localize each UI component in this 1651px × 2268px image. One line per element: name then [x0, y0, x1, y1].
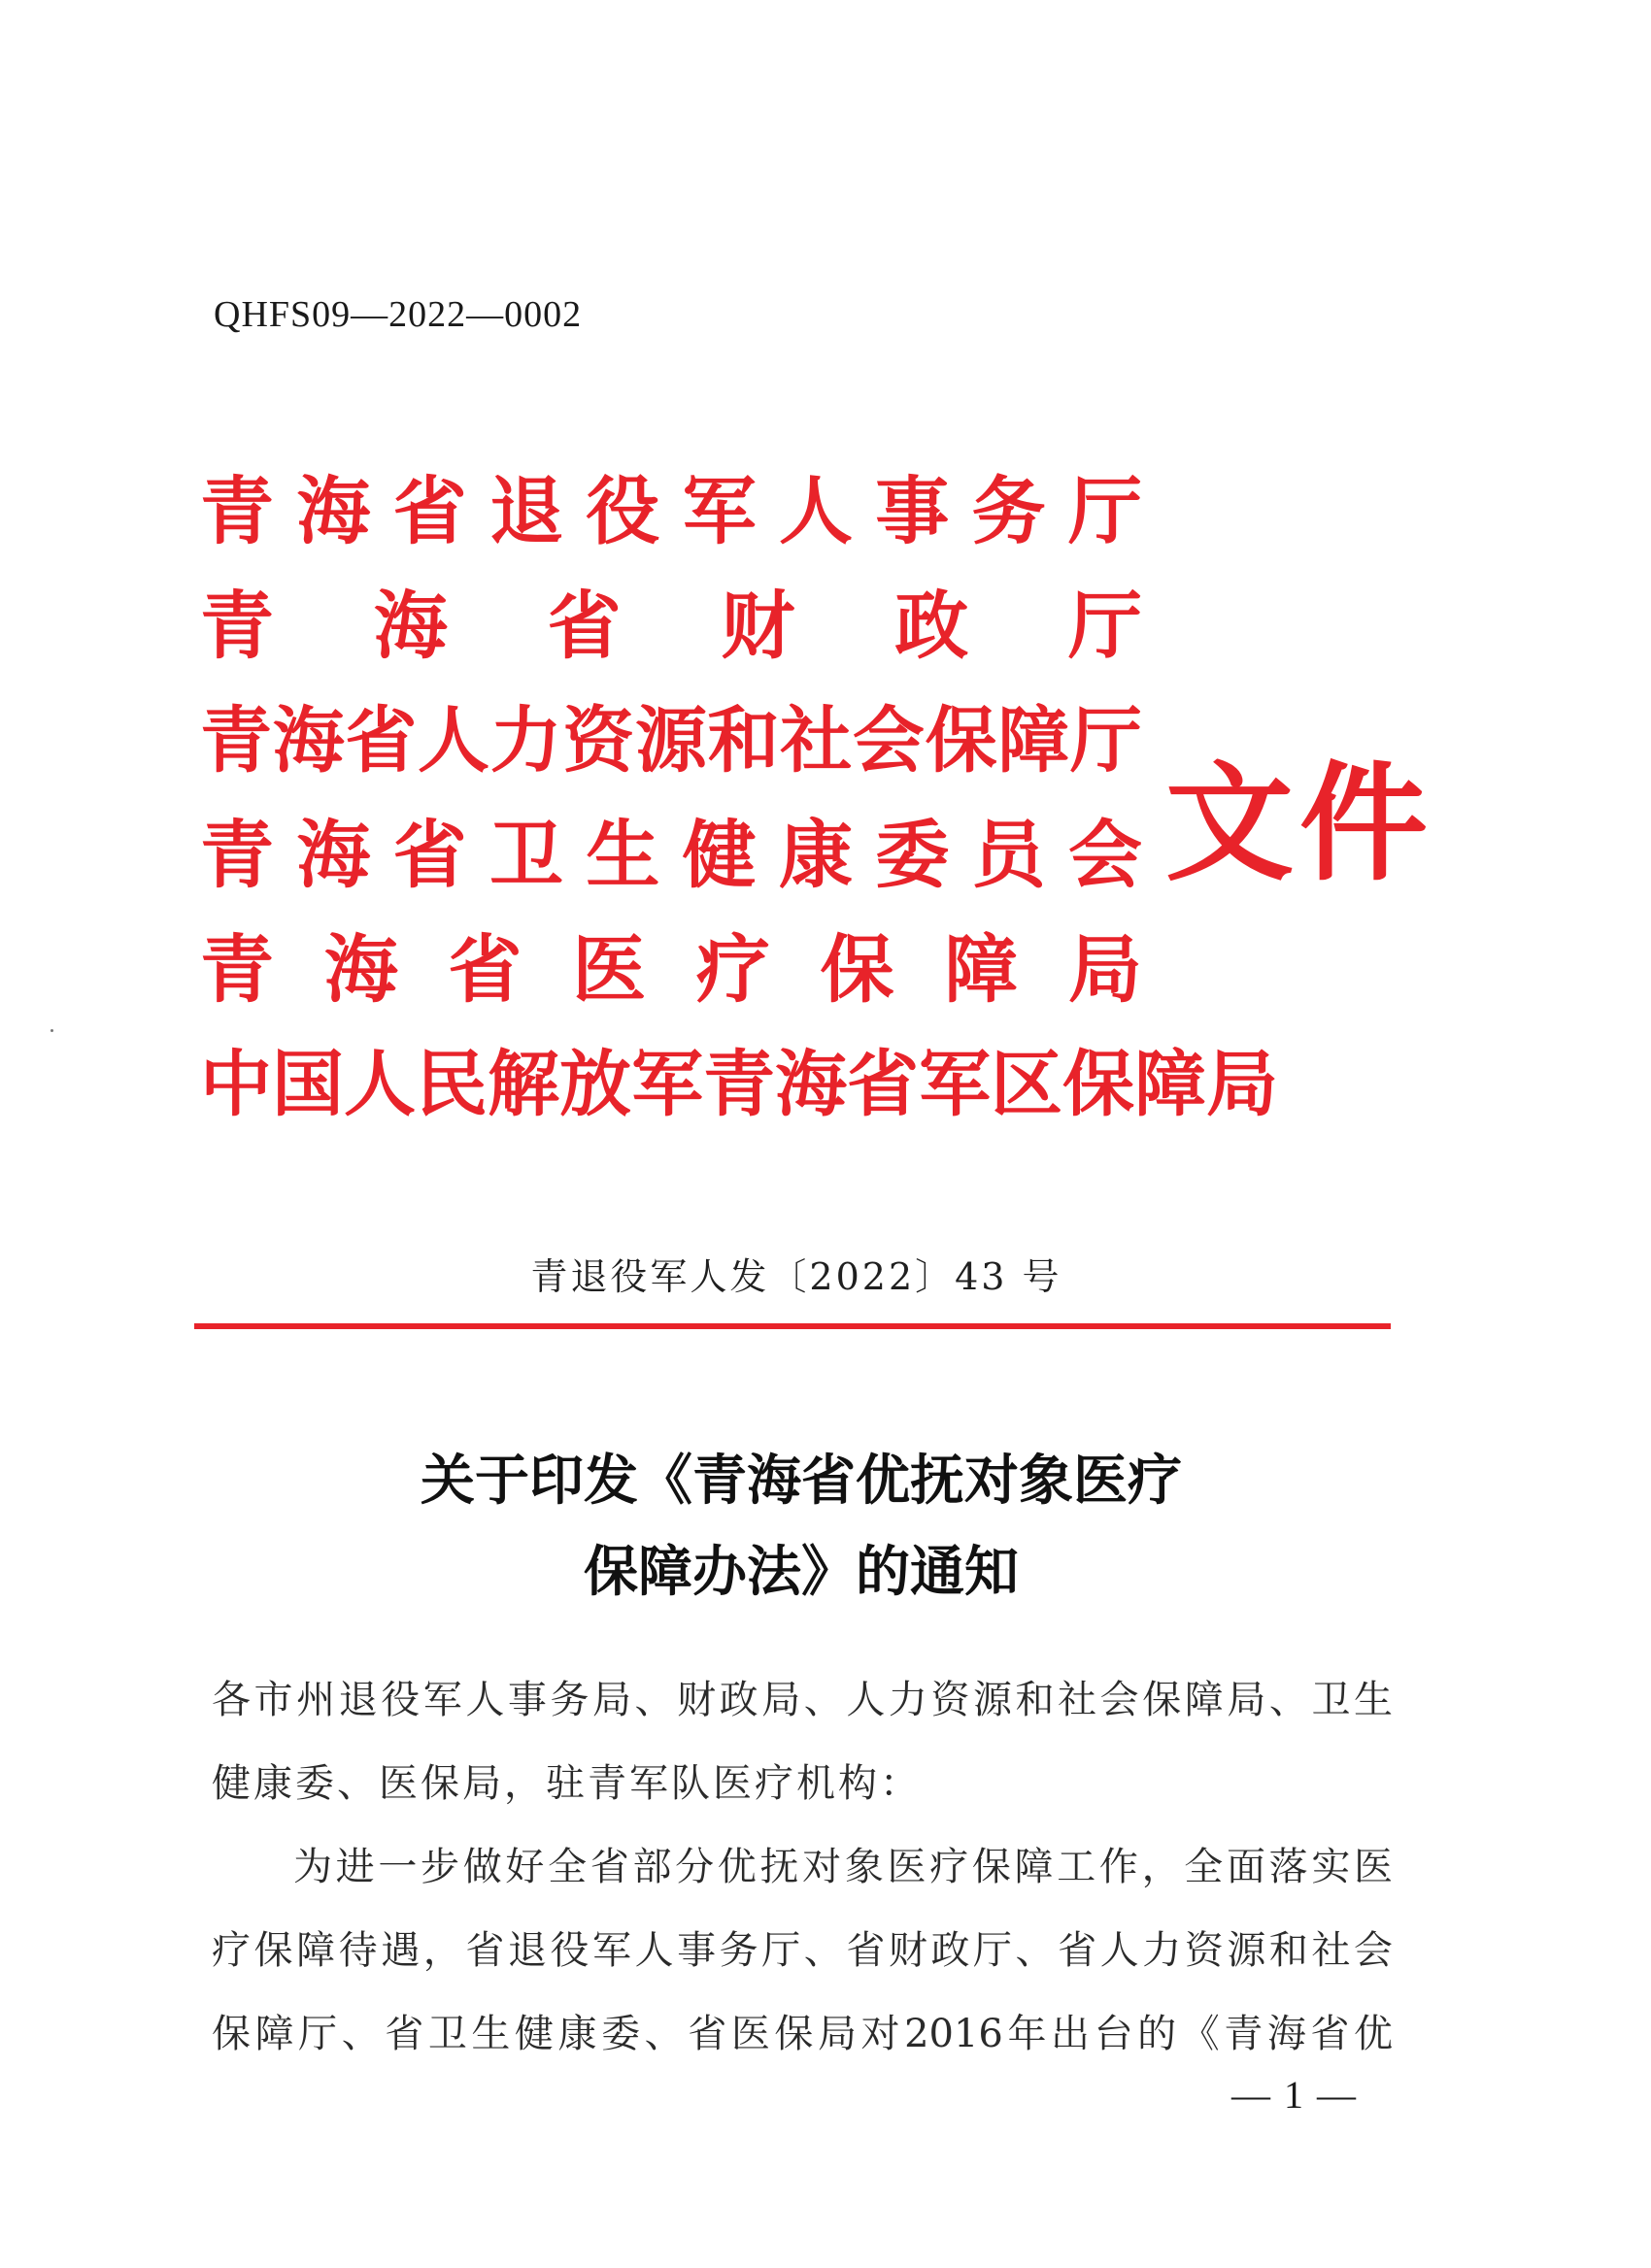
issuer-char: 财 [721, 583, 795, 669]
issuer-char: 和 [707, 699, 780, 783]
red-divider [194, 1323, 1391, 1329]
issuer-char: 政 [894, 583, 969, 669]
issuer-char: 疗 [695, 926, 770, 1013]
issuer-char: 军 [631, 1043, 703, 1126]
issuer-char: 省 [345, 699, 418, 783]
issuer-char: 退 [489, 468, 563, 554]
issuer-char: 海 [296, 468, 371, 554]
issuer-char: 委 [875, 812, 950, 898]
issuer-line [200, 684, 1142, 798]
issuer-char: 役 [586, 468, 660, 554]
issuer-char: 保 [1062, 1043, 1134, 1126]
document-title [0, 1435, 1651, 1618]
body-line: 各市州退役军人事务局、财政局、人力资源和社会保障局、卫生 [212, 1678, 1393, 1722]
issuer-char: 中 [200, 1043, 272, 1126]
title-line-2: 保障办法》的通知 [584, 1540, 1019, 1604]
issuer-char: 会 [1067, 812, 1142, 898]
issuer-char: 局 [1206, 1043, 1278, 1126]
issuer-char: 青 [200, 699, 272, 783]
issuer-char: 厅 [1069, 699, 1142, 783]
issuer-char: 民 [416, 1043, 488, 1126]
issuer-char: 军 [682, 468, 757, 554]
issuer-char: 人 [344, 1043, 416, 1126]
issuer-char: 省 [448, 926, 522, 1013]
issuer-char: 海 [775, 1043, 847, 1126]
issuer-char: 卫 [489, 812, 563, 898]
issuer-char: 省 [392, 468, 467, 554]
issuer-char: 健 [682, 812, 757, 898]
issuer-char: 员 [971, 812, 1046, 898]
issuer-char: 人 [417, 699, 489, 783]
issuer-char: 障 [997, 699, 1070, 783]
issuer-char: 军 [919, 1043, 991, 1126]
issuer-char: 事 [875, 468, 950, 554]
issuer-char: 青 [703, 1043, 775, 1126]
issuer-char: 青 [200, 583, 274, 669]
issuer-char: 人 [778, 468, 853, 554]
issuer-char: 区 [991, 1043, 1062, 1126]
issuer-char: 省 [847, 1043, 919, 1126]
scan-speck [51, 1029, 53, 1032]
issuer-char: 生 [586, 812, 660, 898]
issuer-char: 康 [778, 812, 853, 898]
issuer-char: 保 [820, 926, 894, 1013]
issuer-char: 海 [272, 699, 345, 783]
issuer-char: 障 [1134, 1043, 1206, 1126]
issuer-char: 解 [488, 1043, 559, 1126]
document-number: 青退役军人发〔2022〕43 号 [530, 1255, 1062, 1298]
issuer-block [200, 454, 1278, 1142]
issuer-char: 青 [200, 926, 274, 1013]
issuer-char: 国 [272, 1043, 344, 1126]
issuer-char: 资 [562, 699, 635, 783]
issuer-line [200, 798, 1142, 913]
body-line: 疗保障待遇，省退役军人事务厅、省财政厅、省人力资源和社会 [212, 1928, 1393, 1973]
issuer-char: 厅 [1067, 583, 1142, 669]
issuer-char: 省 [392, 812, 467, 898]
issuer-line [200, 1027, 1278, 1142]
document-body [212, 1658, 1393, 2076]
issuer-char: 青 [200, 468, 274, 554]
issuer-line [200, 569, 1142, 684]
body-line: 保障厅、省卫生健康委、省医保局对2016年出台的《青海省优 [212, 2012, 1393, 2056]
issuer-char: 源 [634, 699, 707, 783]
issuer-line [200, 913, 1142, 1027]
issuer-char: 省 [547, 583, 622, 669]
issuer-char: 保 [925, 699, 997, 783]
body-line: 为进一步做好全省部分优抚对象医疗保障工作，全面落实医 [293, 1845, 1393, 1889]
issuer-char: 青 [200, 812, 274, 898]
issuer-char: 放 [559, 1043, 631, 1126]
issuer-char: 社 [780, 699, 853, 783]
issuer-char: 务 [971, 468, 1046, 554]
issuer-char: 医 [572, 926, 647, 1013]
title-line-1: 关于印发《青海省优抚对象医疗 [421, 1449, 1182, 1513]
document-type-label: 文件 [1165, 749, 1433, 899]
issuer-char: 海 [296, 812, 371, 898]
issuer-char: 海 [373, 583, 448, 669]
issuer-char: 海 [323, 926, 398, 1013]
issuer-char: 局 [1067, 926, 1142, 1013]
body-line: 健康委、医保局，驻青军队医疗机构： [212, 1761, 922, 1806]
issuer-char: 厅 [1067, 468, 1142, 554]
issuer-char: 会 [852, 699, 925, 783]
issuer-char: 力 [489, 699, 562, 783]
document-code: QHFS09—2022—0002 [214, 294, 583, 335]
issuer-line [200, 454, 1142, 569]
issuer-char: 障 [944, 926, 1019, 1013]
page-number: — 1 — [1231, 2073, 1358, 2117]
